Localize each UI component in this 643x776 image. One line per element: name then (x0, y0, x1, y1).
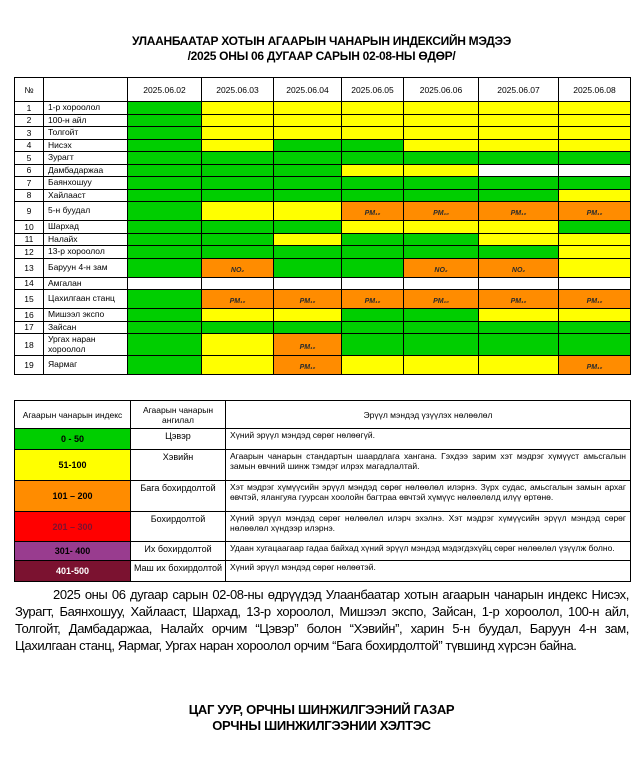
district-name: Цахилгаан станц (44, 290, 128, 309)
district-row (15, 139, 631, 152)
district-row (15, 114, 631, 127)
legend-row (15, 481, 631, 512)
row-number: 9 (15, 202, 44, 221)
aqi-cell (202, 114, 274, 127)
report-title-line2: /2025 ОНЫ 06 ДУГААР САРЫН 02-08-НЫ ӨДӨР/ (187, 48, 456, 63)
district-name: Ургах наран хороолол (44, 334, 128, 356)
aqi-cell (128, 334, 202, 356)
legend-row (15, 542, 631, 561)
legend-row (15, 512, 631, 542)
aqi-cell (342, 321, 404, 334)
quality-class: Маш их бохирдолтой (131, 561, 226, 582)
aqi-cell (342, 246, 404, 259)
pollutant-label: NO₂ (434, 266, 448, 274)
aqi-cell (479, 290, 559, 309)
quality-class: Цэвэр (131, 429, 226, 450)
index-range: 201 – 300 (15, 512, 131, 542)
aqi-cell (128, 233, 202, 246)
quality-class: Бохирдолтой (131, 512, 226, 542)
health-effect: Хүний эрүүл мэндэд сөрөг нөлөөгүй. (226, 429, 631, 450)
aqi-cell (479, 127, 559, 140)
aqi-cell (404, 356, 479, 375)
date-column-header: 2025.06.07 (479, 78, 559, 102)
legend-table (14, 400, 631, 582)
district-row (15, 334, 631, 356)
row-number: 10 (15, 221, 44, 234)
aqi-cell (559, 139, 631, 152)
aqi-cell (479, 258, 559, 277)
index-range: 401-500 (15, 561, 131, 582)
aqi-cell (479, 221, 559, 234)
aqi-cell (559, 290, 631, 309)
row-number: 18 (15, 334, 44, 356)
pollutant-label: PM₁₀ (586, 364, 603, 371)
aqi-cell (202, 139, 274, 152)
aqi-cell (404, 321, 479, 334)
aqi-cell (404, 102, 479, 115)
aqi-cell (274, 164, 342, 177)
row-number: 17 (15, 321, 44, 334)
aqi-cell (128, 152, 202, 165)
aqi-cell (559, 177, 631, 190)
aqi-cell (342, 114, 404, 127)
aqi-cell (128, 309, 202, 322)
legend-header-row (15, 401, 631, 429)
aqi-cell (128, 177, 202, 190)
aqi-cell (479, 233, 559, 246)
aqi-cell (559, 102, 631, 115)
aqi-cell (479, 189, 559, 202)
district-name: Нисэх (44, 139, 128, 152)
footer-line1: ЦАГ УУР, ОРЧНЫ ШИНЖИЛГЭЭНИЙ ГАЗАР (188, 702, 455, 717)
aqi-cell (274, 177, 342, 190)
district-name: Хайлааст (44, 189, 128, 202)
legend-table-body (15, 429, 631, 582)
aqi-cell (128, 356, 202, 375)
health-effect: Хүний эрүүл мэндэд сөрөг нөлөөлөл илэрч эхэлнэ. Хэт мэдрэг хүмүүсийн эрүүл мэндэд сөрөг нөлөөлөл хүндээр илэрнэ. (226, 512, 631, 542)
district-name: Зайсан (44, 321, 128, 334)
district-row (15, 189, 631, 202)
aqi-cell (274, 221, 342, 234)
aqi-cell (342, 189, 404, 202)
district-row (15, 152, 631, 165)
district-name: Зурагт (44, 152, 128, 165)
aqi-cell (202, 334, 274, 356)
aqi-cell (274, 114, 342, 127)
aqi-cell (202, 127, 274, 140)
aqi-cell (342, 233, 404, 246)
pollutant-label: PM₁₀ (364, 210, 381, 217)
district-name: Мишээл экспо (44, 309, 128, 322)
date-column-header: 2025.06.03 (202, 78, 274, 102)
aqi-cell (128, 221, 202, 234)
aqi-cell (559, 321, 631, 334)
pollutant-label: PM₁₀ (586, 210, 603, 217)
aqi-cell (559, 258, 631, 277)
aqi-cell (479, 309, 559, 322)
aqi-cell (342, 356, 404, 375)
district-name: Толгойт (44, 127, 128, 140)
health-effect: Хэт мэдрэг хүмүүсийн эрүүл мэндэд сөрөг нөлөөлөл илэрнэ. Зүрх судас, амьсгалын замын архаг өвчтэй, ялангуяа гуурсан хоолойн багтраа өвчтэй хүмүүс нөлөөлөлд илүү өртөнө. (226, 481, 631, 512)
district-row (15, 290, 631, 309)
aqi-cell (274, 189, 342, 202)
aqi-cell (274, 127, 342, 140)
district-row (15, 164, 631, 177)
district-row (15, 258, 631, 277)
row-number: 14 (15, 277, 44, 290)
aqi-cell (559, 277, 631, 290)
district-column-header (44, 78, 128, 102)
aqi-cell (559, 127, 631, 140)
pollutant-label: PM₁₀ (299, 343, 316, 351)
legend-header-class: Агаарын чанарын ангилал (131, 401, 226, 429)
aqi-cell (202, 233, 274, 246)
aqi-cell (342, 177, 404, 190)
aqi-cell (274, 258, 342, 277)
aqi-cell (274, 102, 342, 115)
aqi-cell (202, 321, 274, 334)
aqi-cell (479, 356, 559, 375)
row-number: 19 (15, 356, 44, 375)
aqi-cell (274, 246, 342, 259)
aqi-cell (559, 114, 631, 127)
legend-row (15, 429, 631, 450)
index-range: 51-100 (15, 450, 131, 481)
row-number: 13 (15, 258, 44, 277)
aqi-cell (559, 246, 631, 259)
district-name: 13-р хороолол (44, 246, 128, 259)
row-number: 7 (15, 177, 44, 190)
aqi-cell (404, 334, 479, 356)
aqi-cell (128, 202, 202, 221)
legend-header-index: Агаарын чанарын индекс (15, 401, 131, 429)
legend-row (15, 450, 631, 481)
aqi-table-body (15, 102, 631, 375)
aqi-cell (274, 233, 342, 246)
aqi-cell (128, 164, 202, 177)
aqi-cell (342, 202, 404, 221)
row-number: 16 (15, 309, 44, 322)
district-name: 1-р хороолол (44, 102, 128, 115)
pollutant-label: PM₁₀ (433, 210, 449, 217)
health-effect: Удаан хугацаагаар гадаа байхад хүний эрүүл мэндэд мэдэгдэхүйц сөрөг нөлөөлөл үзүүлж болно. (226, 542, 631, 561)
aqi-cell (342, 152, 404, 165)
aqi-cell (128, 321, 202, 334)
aqi-cell (404, 221, 479, 234)
aqi-cell (128, 277, 202, 290)
district-row (15, 233, 631, 246)
aqi-cell (479, 177, 559, 190)
row-number: 5 (15, 152, 44, 165)
row-number: 4 (15, 139, 44, 152)
aqi-cell (404, 114, 479, 127)
aqi-cell (342, 102, 404, 115)
aqi-cell (559, 152, 631, 165)
legend-header-effect: Эрүүл мэндэд үзүүлэх нөлөөлөл (226, 401, 631, 429)
aqi-cell (479, 334, 559, 356)
date-column-header: 2025.06.08 (559, 78, 631, 102)
footer-line2: ОРЧНЫ ШИНЖИЛГЭЭНИИ ХЭЛТЭС (212, 717, 431, 733)
aqi-cell (202, 258, 274, 277)
pollutant-label: PM₁₀ (229, 298, 246, 305)
pollutant-label: NO₂ (230, 266, 245, 274)
aqi-cell (404, 233, 479, 246)
aqi-cell (274, 334, 342, 356)
district-row (15, 309, 631, 322)
district-row (15, 177, 631, 190)
aqi-cell (202, 102, 274, 115)
date-column-header: 2025.06.05 (342, 78, 404, 102)
aqi-cell (274, 202, 342, 221)
aqi-cell (128, 290, 202, 309)
aqi-cell (479, 114, 559, 127)
index-range: 0 - 50 (15, 429, 131, 450)
quality-class: Их бохирдолтой (131, 542, 226, 561)
aqi-cell (479, 246, 559, 259)
pollutant-label: NO₂ (511, 266, 526, 274)
aqi-cell (559, 309, 631, 322)
aqi-cell (128, 114, 202, 127)
aqi-cell (404, 152, 479, 165)
aqi-cell (274, 309, 342, 322)
district-name: 100-н айл (44, 114, 128, 127)
aqi-cell (342, 164, 404, 177)
aqi-cell (202, 189, 274, 202)
aqi-cell (342, 277, 404, 290)
district-name: Налайх (44, 233, 128, 246)
aqi-cell (559, 334, 631, 356)
aqi-cell (404, 290, 479, 309)
district-row (15, 277, 631, 290)
pollutant-label: PM₁₀ (510, 210, 527, 217)
aqi-cell (559, 189, 631, 202)
aqi-cell (404, 202, 479, 221)
district-row (15, 246, 631, 259)
aqi-cell (128, 102, 202, 115)
aqi-cell (479, 321, 559, 334)
pollutant-label: PM₁₀ (510, 298, 527, 305)
aqi-cell (202, 309, 274, 322)
aqi-table-header-row (15, 78, 631, 102)
aqi-cell (479, 277, 559, 290)
district-row (15, 127, 631, 140)
row-number: 3 (15, 127, 44, 140)
aqi-cell (559, 164, 631, 177)
district-name: Баруун 4-н зам (44, 258, 128, 277)
aqi-data-table (14, 77, 631, 375)
aqi-cell (479, 102, 559, 115)
index-range: 101 – 200 (15, 481, 131, 512)
aqi-cell (202, 152, 274, 165)
aqi-cell (559, 221, 631, 234)
aqi-cell (479, 139, 559, 152)
aqi-cell (202, 277, 274, 290)
pollutant-label: PM₁₀ (364, 298, 381, 305)
aqi-cell (404, 258, 479, 277)
aqi-cell (274, 356, 342, 375)
aqi-cell (342, 139, 404, 152)
aqi-cell (404, 127, 479, 140)
aqi-cell (404, 309, 479, 322)
health-effect: Агаарын чанарын стандартын шаардлага хангана. Гэхдээ зарим хэт мэдрэг хүмүүст амьсгалын замын өвчний шинж тэмдэг илрэх магадлалтай. (226, 450, 631, 481)
aqi-cell (559, 356, 631, 375)
aqi-cell (342, 309, 404, 322)
aqi-cell (202, 221, 274, 234)
row-number: 1 (15, 102, 44, 115)
row-number: 6 (15, 164, 44, 177)
aqi-cell (404, 177, 479, 190)
aqi-cell (479, 152, 559, 165)
num-column-header: № (15, 78, 44, 102)
aqi-cell (274, 290, 342, 309)
district-name: Амгалан (44, 277, 128, 290)
row-number: 11 (15, 233, 44, 246)
aqi-cell (342, 127, 404, 140)
aqi-cell (202, 246, 274, 259)
date-column-header: 2025.06.06 (404, 78, 479, 102)
aqi-cell (274, 152, 342, 165)
district-name: Шархад (44, 221, 128, 234)
index-range: 301- 400 (15, 542, 131, 561)
aqi-cell (274, 139, 342, 152)
legend-row (15, 561, 631, 582)
district-row (15, 321, 631, 334)
date-column-header: 2025.06.02 (128, 78, 202, 102)
district-row (15, 221, 631, 234)
aqi-cell (202, 202, 274, 221)
district-name: Дамбадаржаа (44, 164, 128, 177)
row-number: 2 (15, 114, 44, 127)
district-row (15, 356, 631, 375)
pollutant-label: PM₁₀ (433, 298, 449, 305)
aqi-cell (128, 127, 202, 140)
aqi-cell (342, 221, 404, 234)
aqi-cell (202, 290, 274, 309)
aqi-cell (559, 202, 631, 221)
aqi-cell (128, 139, 202, 152)
aqi-cell (342, 258, 404, 277)
quality-class: Хэвийн (131, 450, 226, 481)
row-number: 15 (15, 290, 44, 309)
aqi-cell (479, 164, 559, 177)
summary-paragraph: 2025 оны 06 дугаар сарын 02-08-ны өдрүүдэд Улаанбаатар хотын агаарын чанарын индекс Нисэх, Зурагт, Баянхошуу, Хайлааст, Шархад, 13-р хороолол, Мишээл экспо, Зайсан, 1-р хороолол, 100-н айл, Толгойт, Дамбадаржаа, Налайх орчим “Цэвэр” болон “Хэвийн”, харин 5-н буудал, Баруун 4-н зам, Цахилгаан станц, Яармаг, Ургах наран хороолол орчим “Бага бохирдолтой” түвшинд хүрсэн байна. (15, 587, 629, 653)
pollutant-label: PM₁₀ (299, 298, 316, 305)
aqi-cell (404, 246, 479, 259)
aqi-cell (128, 246, 202, 259)
row-number: 12 (15, 246, 44, 259)
aqi-cell (202, 164, 274, 177)
quality-class: Бага бохирдолтой (131, 481, 226, 512)
district-name: Яармаг (44, 356, 128, 375)
date-column-header: 2025.06.04 (274, 78, 342, 102)
health-effect: Хүний эрүүл мэндэд сөрөг нөлөөтэй. (226, 561, 631, 582)
district-name: Баянхошуу (44, 177, 128, 190)
aqi-cell (479, 202, 559, 221)
aqi-cell (404, 189, 479, 202)
district-row (15, 202, 631, 221)
aqi-cell (128, 189, 202, 202)
aqi-cell (274, 321, 342, 334)
aqi-cell (274, 277, 342, 290)
district-name: 5-н буудал (44, 202, 128, 221)
pollutant-label: PM₁₀ (586, 298, 603, 305)
pollutant-label: PM₁₀ (299, 364, 316, 371)
aqi-cell (202, 356, 274, 375)
aqi-cell (342, 334, 404, 356)
aqi-cell (202, 177, 274, 190)
aqi-cell (404, 139, 479, 152)
report-title (0, 34, 643, 63)
aqi-cell (404, 277, 479, 290)
aqi-cell (128, 258, 202, 277)
aqi-cell (342, 290, 404, 309)
footer (0, 702, 643, 733)
aqi-cell (559, 233, 631, 246)
row-number: 8 (15, 189, 44, 202)
report-title-line1: УЛААНБААТАР ХОТЫН АГААРЫН ЧАНАРЫН ИНДЕКСИЙН МЭДЭЭ (131, 34, 512, 48)
aqi-cell (404, 164, 479, 177)
district-row (15, 102, 631, 115)
